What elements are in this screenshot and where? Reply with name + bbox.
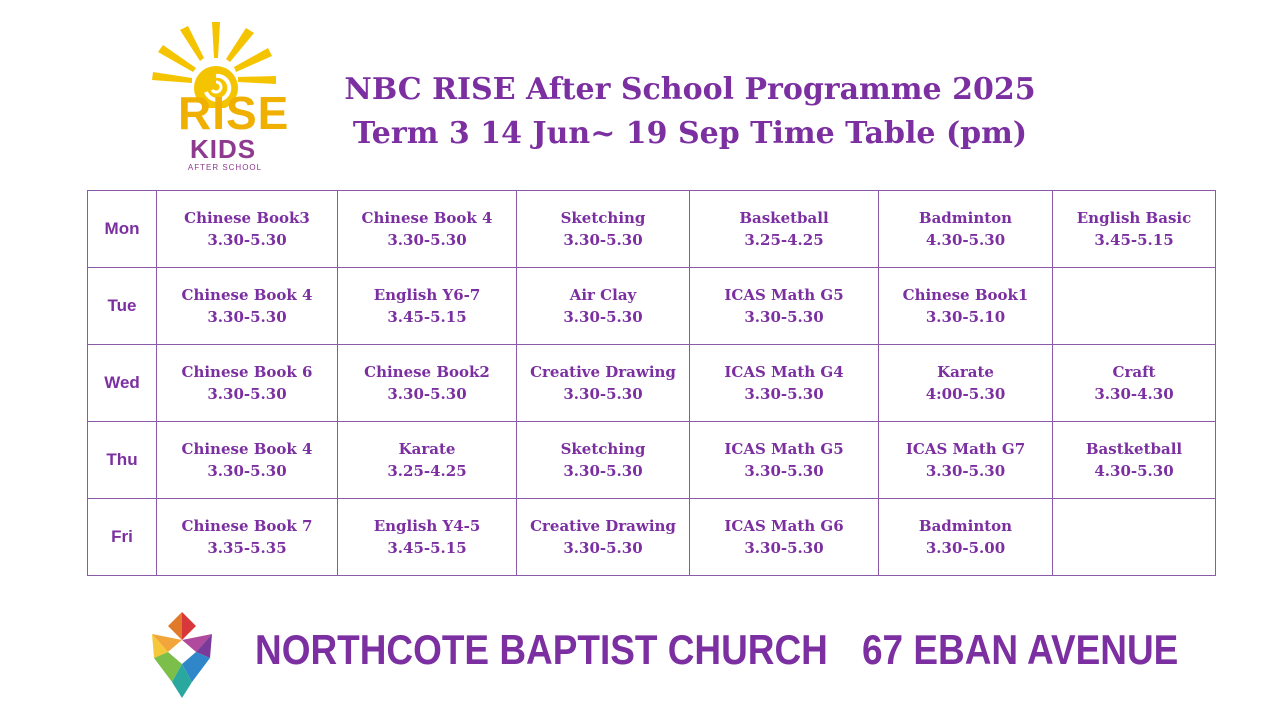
class-time: 3.35-5.35 (207, 539, 287, 557)
timetable-row-wed (88, 345, 1216, 422)
class-cell (690, 499, 879, 576)
class-time: 3.30-5.10 (925, 308, 1006, 326)
class-cell (517, 268, 690, 345)
day-label: Mon (88, 191, 157, 268)
class-cell (879, 191, 1053, 268)
class-time: 4.30-5.30 (925, 231, 1006, 249)
class-time: 3.30-5.30 (563, 308, 643, 326)
class-name: Badminton (918, 517, 1013, 535)
class-cell (157, 345, 338, 422)
class-time: 3.30-5.30 (744, 308, 824, 326)
class-time: 3.30-5.30 (207, 308, 287, 326)
class-name: English Y6-7 (373, 286, 481, 304)
class-cell (517, 422, 690, 499)
class-cell (338, 499, 517, 576)
class-cell (1053, 422, 1216, 499)
class-time: 3.30-5.00 (925, 539, 1006, 557)
class-cell (157, 422, 338, 499)
class-name: Bastketball (1085, 440, 1183, 458)
class-time: 3.30-5.30 (563, 539, 643, 557)
church-name: NORTHCOTE BAPTIST CHURCH (255, 626, 828, 673)
class-name: ICAS Math G5 (724, 286, 844, 304)
class-name: English Y4-5 (373, 517, 481, 535)
class-time: 3.30-5.30 (387, 385, 467, 403)
class-name: Chinese Book 4 (361, 209, 493, 227)
class-time: 3.30-4.30 (1094, 385, 1174, 403)
class-name: Chinese Book1 (902, 286, 1029, 304)
class-time: 3.30-5.30 (207, 231, 287, 249)
class-time: 4.30-5.30 (1094, 462, 1174, 480)
timetable-row-thu (88, 422, 1216, 499)
class-cell (690, 345, 879, 422)
class-cell (1053, 345, 1216, 422)
class-time: 3.30-5.30 (563, 462, 643, 480)
class-name: Karate (398, 440, 456, 458)
class-cell (338, 345, 517, 422)
class-time: 3.30-5.30 (744, 462, 824, 480)
class-name: Sketching (560, 209, 646, 227)
logo-rise-text: RISE (178, 87, 290, 139)
class-time: 3.25-4.25 (744, 231, 824, 249)
class-name: ICAS Math G5 (724, 440, 844, 458)
rise-kids-logo (150, 18, 290, 180)
class-time: 3.30-5.30 (207, 462, 287, 480)
class-name: ICAS Math G7 (905, 440, 1026, 458)
class-cell (157, 191, 338, 268)
class-name: Craft (1112, 363, 1156, 381)
class-cell (517, 191, 690, 268)
class-time: 3.30-5.30 (387, 231, 467, 249)
class-name: Chinese Book2 (364, 363, 490, 381)
logo-kids-text: KIDS (189, 134, 257, 164)
class-cell (157, 268, 338, 345)
class-name: Chinese Book 7 (181, 517, 313, 535)
church-cross-logo-icon (150, 612, 214, 698)
class-cell (338, 268, 517, 345)
class-cell (879, 422, 1053, 499)
class-name: Sketching (560, 440, 646, 458)
timetable-row-mon (88, 191, 1216, 268)
class-name: Chinese Book 4 (181, 286, 313, 304)
logo-tagline: AFTER SCHOOL (187, 163, 263, 172)
day-label: Wed (88, 345, 157, 422)
class-name: ICAS Math G6 (724, 517, 844, 535)
class-cell (879, 499, 1053, 576)
page-subtitle: Term 3 14 Jun~ 19 Sep Time Table (pm) (352, 116, 1028, 151)
class-cell (517, 345, 690, 422)
day-label: Tue (88, 268, 157, 345)
class-cell (1053, 499, 1216, 576)
class-name: Creative Drawing (530, 517, 676, 535)
class-time: 3.45-5.15 (1094, 231, 1174, 249)
class-time: 3.25-4.25 (387, 462, 467, 480)
class-cell (157, 499, 338, 576)
timetable (87, 190, 1216, 576)
class-name: Badminton (918, 209, 1013, 227)
class-time: 3.30-5.30 (563, 231, 643, 249)
class-time: 4:00-5.30 (925, 385, 1006, 403)
class-cell (338, 422, 517, 499)
timetable-row-tue (88, 268, 1216, 345)
class-name: Creative Drawing (530, 363, 676, 381)
class-name: Basketball (739, 209, 829, 227)
timetable-row-fri (88, 499, 1216, 576)
class-time: 3.45-5.15 (387, 308, 467, 326)
class-time: 3.45-5.15 (387, 539, 467, 557)
class-cell (690, 268, 879, 345)
class-name: ICAS Math G4 (724, 363, 844, 381)
class-name: English Basic (1076, 209, 1192, 227)
class-time: 3.30-5.30 (744, 385, 824, 403)
page-title: NBC RISE After School Programme 2025 (344, 72, 1036, 107)
class-cell (690, 191, 879, 268)
class-name: Chinese Book 4 (181, 440, 313, 458)
class-name: Chinese Book3 (184, 209, 310, 227)
class-cell (517, 499, 690, 576)
day-label: Thu (88, 422, 157, 499)
class-name: Chinese Book 6 (181, 363, 313, 381)
class-time: 3.30-5.30 (563, 385, 643, 403)
class-cell (879, 268, 1053, 345)
class-cell (1053, 191, 1216, 268)
class-time: 3.30-5.30 (744, 539, 824, 557)
class-time: 3.30-5.30 (207, 385, 287, 403)
day-label: Fri (88, 499, 157, 576)
class-cell (338, 191, 517, 268)
class-name: Karate (937, 363, 994, 381)
class-cell (879, 345, 1053, 422)
class-time: 3.30-5.30 (925, 462, 1006, 480)
class-cell (1053, 268, 1216, 345)
class-name: Air Clay (569, 286, 637, 304)
church-address: 67 EBAN AVENUE (862, 626, 1179, 673)
class-cell (690, 422, 879, 499)
